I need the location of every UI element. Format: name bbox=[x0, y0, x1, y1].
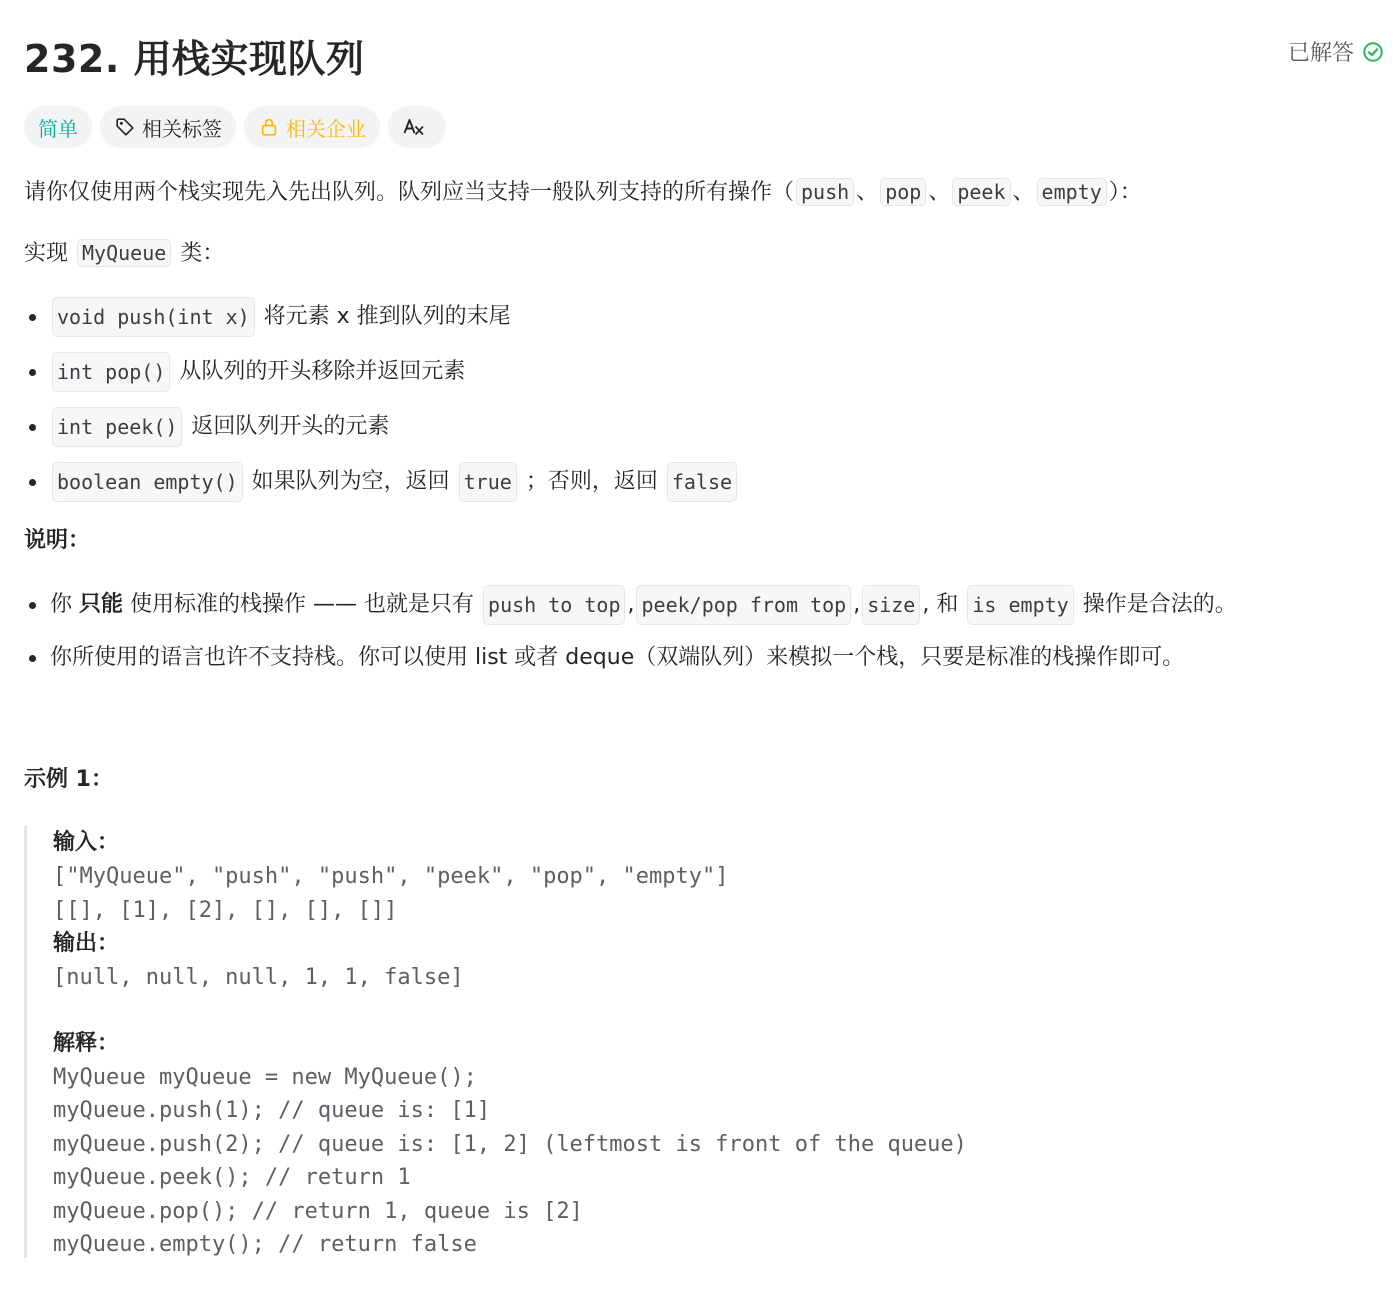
note-middle: 使用标准的栈操作 —— 也就是只有 bbox=[130, 592, 475, 617]
related-tags-label: 相关标签 bbox=[142, 116, 222, 141]
explain-line: myQueue.peek(); // return 1 bbox=[53, 1165, 411, 1190]
lock-icon bbox=[258, 116, 280, 138]
method-code: int pop() bbox=[52, 352, 170, 392]
explain-line: myQueue.push(2); // queue is: [1, 2] (leftmost is front of the queue) bbox=[53, 1131, 967, 1157]
list-item bbox=[24, 297, 511, 337]
related-companies-label: 相关企业 bbox=[286, 116, 366, 141]
intro-text: 请你仅使用两个栈实现先入先出队列。队列应当支持一般队列支持的所有操作（ bbox=[24, 180, 795, 205]
method-text: 将元素 x 推到队列的末尾 bbox=[263, 304, 511, 329]
method-code: void push(int x) bbox=[52, 297, 255, 337]
code-size: size bbox=[862, 585, 920, 625]
bullet-dot bbox=[29, 314, 36, 321]
bullet-dot bbox=[29, 602, 36, 609]
code-is-empty: is empty bbox=[967, 585, 1073, 625]
example-heading: 示例 1： bbox=[24, 767, 113, 792]
code-empty: empty bbox=[1037, 178, 1107, 206]
code-peek-pop-from-top: peek/pop from top bbox=[636, 585, 851, 625]
input-line: ["MyQueue", "push", "push", "peek", "pop", "empty"] bbox=[53, 864, 729, 889]
tag-bar bbox=[24, 106, 446, 148]
example-block bbox=[24, 826, 1124, 1258]
solved-status[interactable] bbox=[1288, 36, 1384, 67]
input-line: [[], [1], [2], [], [], []] bbox=[53, 897, 398, 923]
list-item bbox=[24, 462, 739, 502]
difficulty-badge[interactable]: 简单 bbox=[24, 106, 92, 148]
bullet-dot bbox=[29, 655, 36, 662]
method-text: 从队列的开头移除并返回元素 bbox=[179, 359, 466, 384]
translate-icon bbox=[402, 115, 426, 139]
note-comma-3: , bbox=[922, 592, 930, 617]
explain-line: myQueue.pop(); // return 1, queue is [2] bbox=[53, 1198, 583, 1224]
related-tags-button[interactable] bbox=[100, 106, 236, 148]
method-code: int peek() bbox=[52, 407, 182, 447]
note-comma-2: , bbox=[853, 592, 861, 617]
related-companies-button[interactable] bbox=[244, 106, 380, 148]
impl-paragraph bbox=[24, 235, 224, 272]
code-true: true bbox=[459, 462, 517, 502]
method-code: boolean empty() bbox=[52, 462, 243, 502]
intro-sep-3: 、 bbox=[1012, 180, 1035, 205]
impl-prefix: 实现 bbox=[24, 241, 69, 266]
bullet-dot bbox=[29, 424, 36, 431]
problem-title: 232. 用栈实现队列 bbox=[24, 37, 365, 81]
intro-sep-1: 、 bbox=[856, 180, 879, 205]
check-circle-icon bbox=[1362, 41, 1384, 63]
intro-end: ）： bbox=[1108, 180, 1142, 205]
method-text: 如果队列为空，返回 bbox=[251, 469, 450, 494]
output-label: 输出： bbox=[53, 931, 120, 956]
intro-paragraph bbox=[24, 174, 1142, 211]
note-and: 和 bbox=[936, 592, 959, 617]
code-push-to-top: push to top bbox=[483, 585, 625, 625]
explain-line: myQueue.push(1); // queue is: [1] bbox=[53, 1098, 491, 1123]
note-emphasis: 只能 bbox=[79, 592, 124, 617]
tag-icon bbox=[114, 116, 136, 138]
solved-label: 已解答 bbox=[1287, 41, 1354, 66]
input-label: 输入： bbox=[53, 830, 120, 855]
note-text: 你所使用的语言也许不支持栈。你可以使用 list 或者 deque（双端队列）来模拟一个栈，只要是标准的栈操作即可。 bbox=[50, 645, 1185, 670]
code-peek: peek bbox=[952, 178, 1010, 206]
list-item bbox=[24, 585, 1237, 625]
translate-button[interactable] bbox=[388, 106, 446, 148]
method-text-2: ；否则，返回 bbox=[525, 469, 658, 494]
explain-line: myQueue.empty(); // return false bbox=[53, 1232, 477, 1257]
explain-line: MyQueue myQueue = new MyQueue(); bbox=[53, 1064, 477, 1090]
note-suffix: 操作是合法的。 bbox=[1082, 592, 1237, 617]
list-item bbox=[24, 352, 465, 392]
note-comma-1: , bbox=[627, 592, 635, 617]
list-item bbox=[24, 407, 389, 447]
output-line: [null, null, null, 1, 1, false] bbox=[53, 965, 464, 990]
code-false: false bbox=[667, 462, 737, 502]
code-push: push bbox=[796, 178, 854, 206]
notes-heading: 说明： bbox=[24, 528, 91, 553]
code-pop: pop bbox=[880, 178, 926, 206]
intro-sep-2: 、 bbox=[928, 180, 951, 205]
bullet-dot bbox=[29, 369, 36, 376]
method-text: 返回队列开头的元素 bbox=[191, 414, 390, 439]
impl-suffix: 类： bbox=[180, 241, 225, 266]
list-item bbox=[24, 640, 1184, 676]
note-prefix: 你 bbox=[50, 592, 73, 617]
bullet-dot bbox=[29, 479, 36, 486]
explain-label: 解释： bbox=[53, 1030, 120, 1056]
code-class-name: MyQueue bbox=[77, 239, 171, 267]
